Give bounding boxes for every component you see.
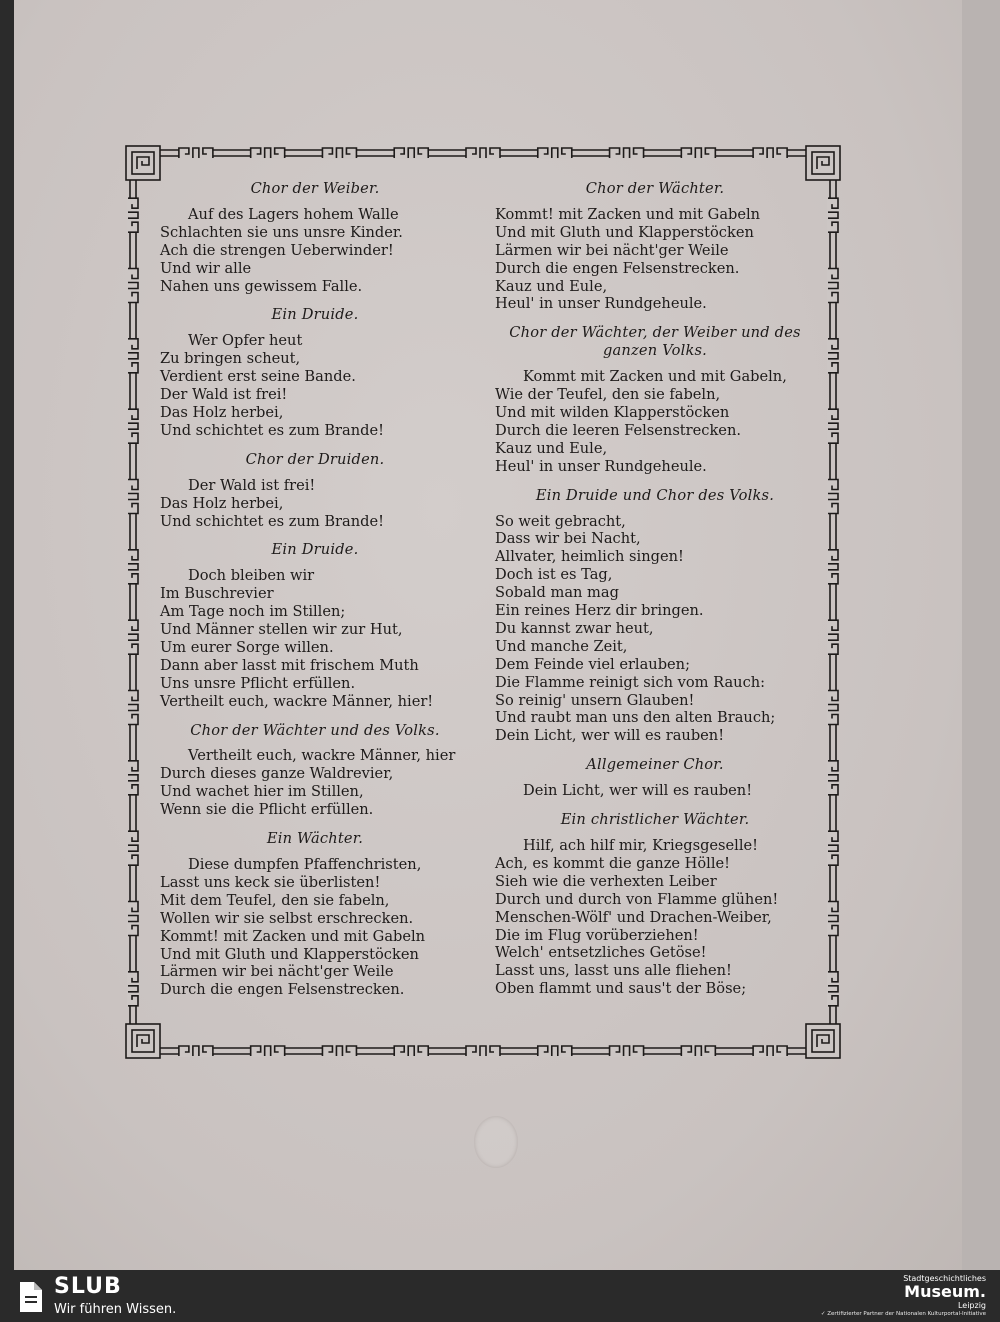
verse-line: Sieh wie die verhexten Leiber [495,872,717,890]
verse-line: Mit dem Teufel, den sie fabeln, [160,891,390,909]
slub-logo-icon [16,1278,46,1316]
stanza [160,451,470,531]
verse-line: Dem Feinde viel erlauben; [495,655,690,673]
verse-line: Und wir alle [160,259,252,277]
verse-line: Das Holz herbei, [160,403,284,421]
verse-line: Hilf, ach hilf mir, Kriegsgeselle! [523,837,759,854]
stanza-heading: Ein Druide und Chor des Volks. [535,486,775,504]
verse-line: Zu bringen scheut, [160,350,301,368]
verse-line: Und mit wilden Klapperstöcken [495,403,730,421]
verse-line: Und schichtet es zum Brande! [160,421,384,439]
stanza-heading: Ein Wächter. [266,830,364,848]
verse-line: Und manche Zeit, [495,637,628,655]
verse-line: Und wachet hier im Stillen, [160,783,364,801]
verse-line: Wer Opfer heut [188,332,303,350]
stanza [495,756,815,800]
verse-line: Das Holz herbei, [160,494,284,512]
verse-line: Lasst uns, lasst uns alle fliehen! [495,962,732,980]
verse-line: Lärmen wir bei nächt'ger Weile [160,963,394,981]
verse-line: Kauz und Eule, [495,277,608,295]
stanza-heading: Chor der Wächter und des Volks. [190,721,440,739]
footer-bar [0,1270,1000,1322]
verse-line: Die im Flug vorüberziehen! [495,926,699,944]
stanza [495,811,815,998]
stanza [495,324,815,475]
verse-line: Welch' entsetzliches Getöse! [495,944,707,962]
museum-name: Museum. [904,1282,986,1301]
verse-line: Doch ist es Tag, [495,566,613,584]
verse-line: Diese dumpfen Pfaffenchristen, [188,856,422,873]
verse-line: Oben flammt und saus't der Böse; [495,980,747,998]
verse-line: Kommt mit Zacken und mit Gabeln, [523,368,787,386]
verse-line: Heul' in unser Rundgeheule. [495,457,707,475]
stanza [160,180,470,295]
stanza [495,487,815,746]
verse-line: So weit gebracht, [495,512,626,530]
verse-line: Dein Licht, wer will es rauben! [495,727,725,745]
verse-line: Und raubt man uns den alten Brauch; [495,709,776,727]
verse-line: Auf des Lagers hohem Walle [188,205,399,223]
verse-line: Und schichtet es zum Brande! [160,512,384,530]
verse-line: Dein Licht, wer will es rauben! [523,782,753,800]
stanza-heading: Ein Druide. [271,541,359,559]
verse-line: Und mit Gluth und Klapperstöcken [495,223,754,241]
left-column [160,180,470,1010]
verse-line: Lasst uns keck sie überlisten! [160,873,381,891]
verse-line: Dass wir bei Nacht, [495,530,641,548]
museum-partner-note: ✓ Zertifizierter Partner der Nationalen Kulturportal-Initiative [820,1311,986,1317]
verse-line: Dann aber lasst mit frischem Muth [160,656,419,674]
border-corner [806,146,840,180]
verse-line: Ach, es kommt die ganze Hölle! [495,854,731,872]
verse-line: Lärmen wir bei nächt'ger Weile [495,241,729,259]
verse-line: So reinig' unsern Glauben! [495,691,695,709]
museum-logo [821,1274,986,1318]
verse-line: Uns unsre Pflicht erfüllen. [160,674,356,692]
verse-line: Vertheilt euch, wackre Männer, hier [188,747,456,765]
verse-line: Wollen wir sie selbst erschrecken. [160,909,414,927]
stanza-heading: Chor der Wächter. [585,180,725,197]
verse-line: Kommt! mit Zacken und mit Gabeln [160,927,426,945]
border-corner [126,146,160,180]
embossed-stamp [474,1116,518,1168]
verse-line: Kauz und Eule, [495,439,608,457]
stanza [160,722,470,820]
verse-line: Durch die leeren Felsenstrecken. [495,421,741,439]
stanza-heading: Chor der Wächter, der Weiber und des ganzen Volks. [509,324,801,360]
right-column [495,180,815,1009]
border-corner [806,1024,840,1058]
verse-line: Der Wald ist frei! [188,476,316,494]
stanza-heading: Allgemeiner Chor. [586,756,724,774]
verse-line: Durch dieses ganze Waldrevier, [160,765,394,783]
verse-line: Allvater, heimlich singen! [495,548,684,566]
verse-line: Heul' in unser Rundgeheule. [495,295,707,313]
border-corner [126,1024,160,1058]
museum-top-label: Stadtgeschichtliches [903,1274,986,1283]
verse-line: Kommt! mit Zacken und mit Gabeln [495,205,761,223]
stanza [495,180,815,313]
slub-tagline: Wir führen Wissen. [54,1302,177,1317]
verse-line: Durch und durch von Flamme glühen! [495,890,779,908]
museum-city: Leipzig [957,1301,986,1310]
stanza [160,830,470,999]
stanza-heading: Ein christlicher Wächter. [560,811,750,829]
verse-line: Wie der Teufel, den sie fabeln, [495,386,721,404]
slub-name: SLUB [54,1274,122,1299]
verse-line: Doch bleiben wir [188,567,315,585]
verse-line: Nahen uns gewissem Falle. [160,277,363,295]
verse-line: Ein reines Herz dir bringen. [495,602,704,620]
verse-line: Und mit Gluth und Klapperstöcken [160,945,419,963]
verse-line: Am Tage noch im Stillen; [160,603,346,621]
stanza-heading: Ein Druide. [271,306,359,324]
stanza-heading: Chor der Druiden. [245,450,385,468]
stanza-heading: Chor der Weiber. [250,180,380,197]
stanza [160,306,470,439]
verse-line: Wenn sie die Pflicht erfüllen. [160,801,374,819]
verse-line: Im Buschrevier [160,585,274,603]
verse-line: Menschen-Wölf' und Drachen-Weiber, [495,908,772,926]
verse-line: Um eurer Sorge willen. [160,638,334,656]
verse-line: Sobald man mag [495,584,619,602]
verse-line: Ach die strengen Ueberwinder! [160,241,394,259]
stanza [160,541,470,710]
verse-line: Und Männer stellen wir zur Hut, [160,621,403,639]
verse-line: Der Wald ist frei! [160,386,288,404]
verse-line: Vertheilt euch, wackre Männer, hier! [160,692,434,710]
verse-line: Du kannst zwar heut, [495,619,654,637]
verse-line: Die Flamme reinigt sich vom Rauch: [495,673,766,691]
verse-line: Schlachten sie uns unsre Kinder. [160,223,403,241]
verse-line: Verdient erst seine Bande. [160,368,356,386]
verse-line: Durch die engen Felsenstrecken. [495,259,740,277]
verse-line: Durch die engen Felsenstrecken. [160,981,405,999]
